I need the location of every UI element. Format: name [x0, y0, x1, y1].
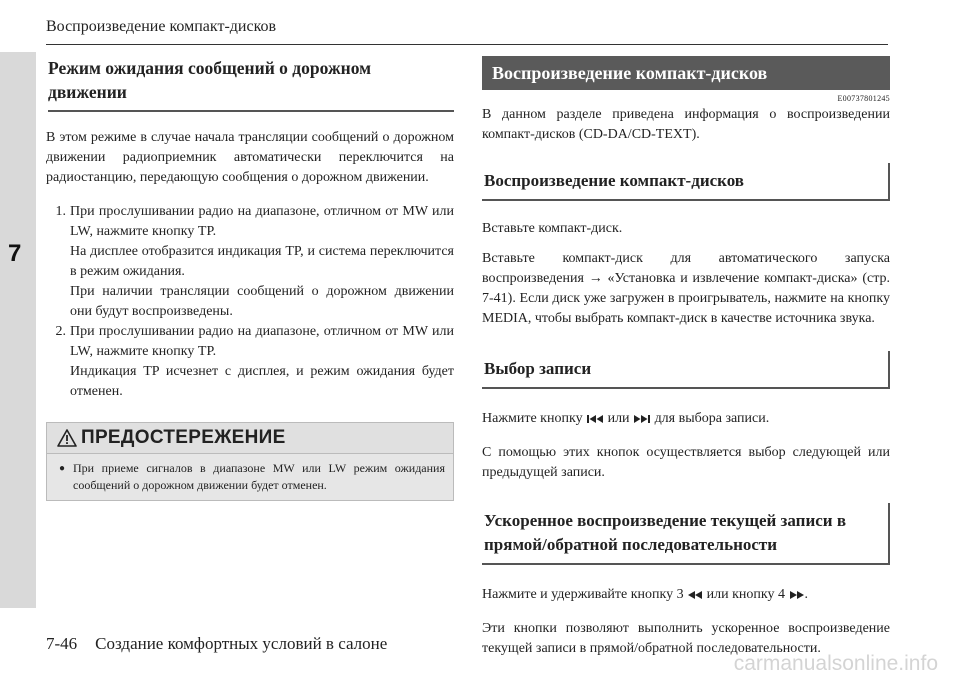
warning-box	[46, 422, 454, 501]
bullet-icon: ●	[59, 463, 66, 474]
list-item	[46, 202, 454, 322]
chapter-side-tab	[0, 52, 36, 608]
chapter-number: 7	[8, 240, 22, 267]
left-column	[46, 50, 454, 501]
step-result: При наличии трансляции сообщений о дорожном движении они будут воспроизведены.	[70, 284, 454, 319]
next-track-icon	[633, 414, 651, 424]
footer-chapter-title: Создание комфортных условий в салоне	[95, 634, 388, 653]
section-banner: Воспроизведение компакт-дисков	[482, 56, 890, 90]
steps-list	[46, 202, 454, 402]
warning-triangle-icon	[57, 429, 77, 447]
right-column	[482, 50, 890, 659]
insert-disc-text: Вставьте компакт-диск.	[482, 221, 623, 236]
fast-forward-icon	[789, 590, 805, 600]
fast-play-heading: Ускоренное воспроизведение текущей записи в прямой/обратной последовательности	[482, 503, 890, 565]
track-select-heading: Выбор записи	[482, 351, 890, 389]
fast-play-instruction: Нажмите и удерживайте кнопку 3 или кнопку 4 .	[482, 587, 809, 602]
warning-header	[47, 423, 453, 454]
warning-title: ПРЕДОСТЕРЕЖЕНИЕ	[81, 427, 286, 448]
fast-play-description: Эти кнопки позволяют выполнить ускоренное воспроизведение текущей записи в прямой/обратной последовательности.	[482, 621, 890, 656]
previous-track-icon	[586, 414, 604, 424]
track-select-description: С помощью этих кнопок осуществляется выбор следующей или предыдущей записи.	[482, 445, 890, 480]
arrow-right-icon: →	[588, 271, 603, 286]
cd-intro-paragraph: В данном разделе приведена информация о воспроизведении компакт-дисков (CD-DA/CD-TEXT).	[482, 107, 890, 142]
page-footer	[46, 634, 387, 654]
watermark: carmanualsonline.info	[733, 652, 938, 675]
step-result: Индикация TP исчезнет с дисплея, и режим ожидания будет отменен.	[70, 364, 454, 399]
step-result: На дисплее отобразится индикация TP, и система переключится в режим ожидания.	[70, 244, 454, 279]
list-item	[46, 322, 454, 402]
running-header: Воспроизведение компакт-дисков	[46, 18, 277, 35]
track-select-instruction: Нажмите кнопку или для выбора записи.	[482, 411, 770, 426]
step-text: При прослушивании радио на диапазоне, отличном от MW или LW, нажмите кнопку TP.	[70, 204, 454, 239]
step-text: При прослушивании радио на диапазоне, отличном от MW или LW, нажмите кнопку TP.	[70, 324, 454, 359]
page-number: 7-46	[46, 634, 78, 653]
cd-play-heading: Воспроизведение компакт-дисков	[482, 163, 890, 201]
warning-text: При приеме сигналов в диапазоне MW или LW режим ожидания сообщений о дорожном движении будет отменен.	[73, 461, 445, 492]
step-number: 1.	[55, 204, 66, 219]
insert-disc-instructions: Вставьте компакт-диск для автоматического запуска воспроизведения → «Установка и извлечение компакт-диска» (стр. 7-41). Если диск уже загружен в проигрыватель, нажмите на кнопку MEDIA, чтобы выбрать компакт-диск в качестве источника звука.	[482, 251, 891, 326]
header-rule	[46, 44, 888, 45]
rewind-icon	[687, 590, 703, 600]
step-number: 2.	[55, 324, 66, 339]
traffic-standby-heading: Режим ожидания сообщений о дорожном движении	[48, 56, 454, 112]
traffic-intro-paragraph: В этом режиме в случае начала трансляции сообщений о дорожном движении радиоприемник автоматически переключится на радиостанцию, передающую сообщения о дорожном движении.	[46, 130, 454, 185]
document-code: E00737801245	[837, 94, 890, 103]
